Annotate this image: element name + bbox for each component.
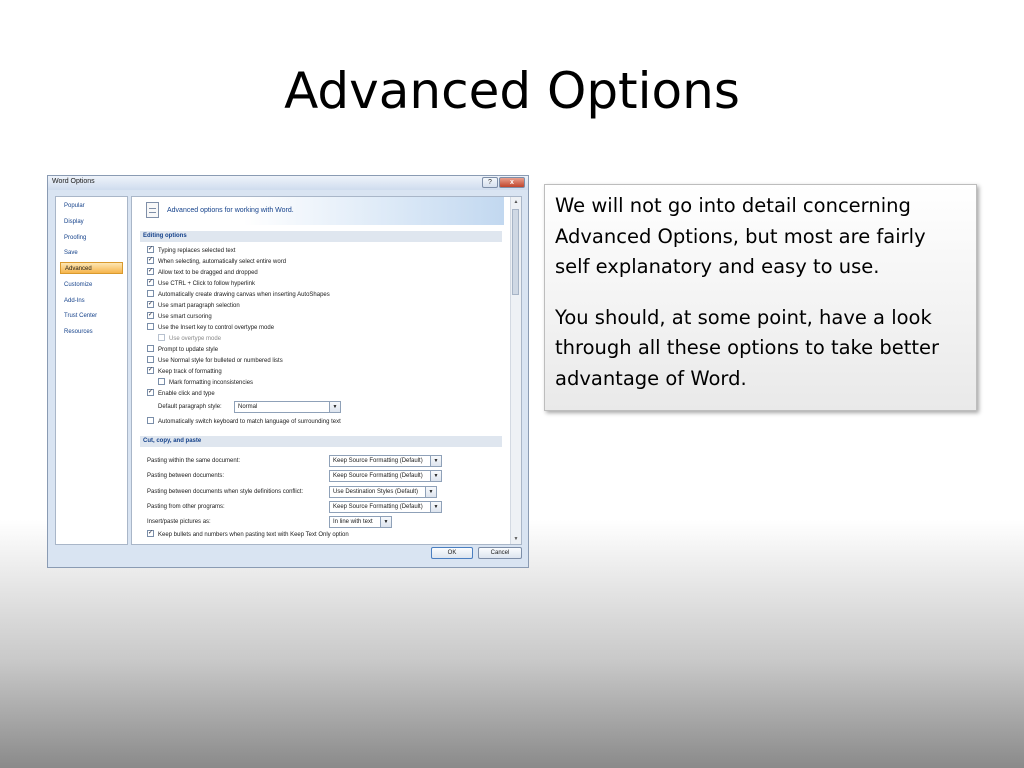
- checkbox-keep-bullets[interactable]: ✓: [148, 529, 154, 536]
- default-paragraph-style-value: Normal: [238, 404, 258, 410]
- checkbox-3[interactable]: ✓: [148, 278, 154, 285]
- option-3[interactable]: [147, 279, 255, 289]
- option-keep-bullets[interactable]: [147, 530, 349, 540]
- option-13[interactable]: [147, 389, 215, 399]
- option-6[interactable]: [147, 312, 212, 322]
- callout-paragraph-2: You should, at some point, have a look through all these options to take better advantage of Word.: [555, 305, 940, 390]
- scroll-thumb[interactable]: [512, 209, 519, 295]
- option-label-5: Use smart paragraph selection: [158, 303, 240, 309]
- paste-option-value-4: In line with text: [333, 519, 373, 525]
- checkbox-11[interactable]: ✓: [148, 366, 154, 373]
- explanation-callout: [544, 184, 977, 411]
- word-options-dialog: [47, 175, 529, 568]
- paste-option-value-0: Keep Source Formatting (Default): [333, 458, 423, 464]
- paste-option-label-2: Pasting between documents when style definitions conflict:: [147, 489, 304, 495]
- scroll-up-icon[interactable]: ▲: [513, 199, 519, 205]
- option-8[interactable]: [158, 334, 221, 344]
- option-label-0: Typing replaces selected text: [158, 248, 236, 254]
- help-button[interactable]: ?: [482, 177, 498, 188]
- option-label-2: Allow text to be dragged and dropped: [158, 270, 258, 276]
- callout-paragraph-1: We will not go into detail concerning Advanced Options, but most are fairly self explanatory and easy to use.: [555, 194, 926, 278]
- paste-option-label-1: Pasting between documents:: [147, 473, 225, 479]
- chevron-down-icon[interactable]: ▼: [329, 402, 340, 412]
- paste-option-select-2[interactable]: [329, 486, 437, 498]
- option-auto-switch-keyboard-label: Automatically switch keyboard to match language of surrounding text: [158, 419, 341, 425]
- chevron-down-icon[interactable]: ▼: [380, 517, 391, 527]
- option-label-1: When selecting, automatically select entire word: [158, 259, 287, 265]
- option-label-7: Use the Insert key to control overtype mode: [158, 325, 275, 331]
- default-paragraph-style-label: Default paragraph style:: [158, 404, 222, 410]
- option-7[interactable]: [147, 323, 274, 333]
- options-nav: [55, 196, 128, 545]
- paste-option-value-3: Keep Source Formatting (Default): [333, 504, 423, 510]
- option-label-13: Enable click and type: [158, 391, 215, 397]
- dialog-titlebar: [48, 176, 528, 190]
- option-12[interactable]: [158, 378, 253, 388]
- checkbox-4[interactable]: [147, 290, 154, 297]
- close-button[interactable]: x: [499, 177, 525, 188]
- paste-option-label-4: Insert/paste pictures as:: [147, 519, 211, 525]
- paste-option-label-3: Pasting from other programs:: [147, 504, 225, 510]
- scroll-down-icon[interactable]: ▼: [513, 536, 519, 542]
- slide-title: Advanced Options: [284, 62, 740, 120]
- paste-option-value-2: Use Destination Styles (Default): [333, 489, 419, 495]
- option-label-12: Mark formatting inconsistencies: [169, 380, 254, 386]
- checkbox-13[interactable]: ✓: [148, 388, 154, 395]
- nav-item-resources[interactable]: Resources: [64, 329, 93, 335]
- checkbox-7[interactable]: [147, 323, 154, 330]
- content-scrollbar[interactable]: [510, 197, 521, 544]
- chevron-down-icon[interactable]: ▼: [425, 487, 436, 497]
- chevron-down-icon[interactable]: ▼: [430, 456, 441, 466]
- option-label-3: Use CTRL + Click to follow hyperlink: [158, 281, 255, 287]
- option-2[interactable]: [147, 268, 258, 278]
- option-11[interactable]: [147, 367, 222, 377]
- paste-option-select-3[interactable]: [329, 501, 442, 513]
- option-10[interactable]: [147, 356, 283, 366]
- checkbox-10[interactable]: [147, 356, 154, 363]
- checkbox-2[interactable]: ✓: [148, 267, 154, 274]
- nav-item-save[interactable]: Save: [64, 250, 78, 256]
- checkbox-5[interactable]: ✓: [148, 300, 154, 307]
- option-1[interactable]: [147, 257, 286, 267]
- checkbox-6[interactable]: ✓: [148, 311, 154, 318]
- checkbox-12[interactable]: [158, 378, 165, 385]
- option-auto-switch-keyboard[interactable]: [147, 417, 341, 427]
- nav-item-popular[interactable]: Popular: [64, 203, 85, 209]
- default-paragraph-style-select[interactable]: [234, 401, 341, 413]
- chevron-down-icon[interactable]: ▼: [430, 502, 441, 512]
- paste-option-select-1[interactable]: [329, 470, 442, 482]
- checkbox-9[interactable]: [147, 345, 154, 352]
- checkbox-auto-switch-keyboard[interactable]: [147, 417, 154, 424]
- content-header: [132, 197, 504, 225]
- nav-item-proofing[interactable]: Proofing: [64, 235, 87, 241]
- option-9[interactable]: [147, 345, 218, 355]
- dialog-title: Word Options: [52, 178, 95, 185]
- cancel-button[interactable]: Cancel: [478, 547, 522, 559]
- option-4[interactable]: [147, 290, 330, 300]
- content-header-text: Advanced options for working with Word.: [167, 207, 294, 214]
- option-label-4: Automatically create drawing canvas when inserting AutoShapes: [158, 292, 330, 298]
- section-cut-copy-paste: Cut, copy, and paste: [140, 436, 502, 447]
- options-content: [131, 196, 522, 545]
- paste-option-select-0[interactable]: [329, 455, 442, 467]
- ok-button[interactable]: OK: [431, 547, 473, 559]
- checkbox-8[interactable]: [158, 334, 165, 341]
- option-label-11: Keep track of formatting: [158, 369, 222, 375]
- nav-item-customize[interactable]: Customize: [64, 282, 93, 288]
- nav-item-add-ins[interactable]: Add-Ins: [64, 298, 85, 304]
- option-keep-bullets-label: Keep bullets and numbers when pasting text with Keep Text Only option: [158, 532, 349, 538]
- nav-item-advanced[interactable]: Advanced: [60, 262, 123, 274]
- paste-option-label-0: Pasting within the same document:: [147, 458, 241, 464]
- section-editing-options: Editing options: [140, 231, 502, 242]
- option-label-8: Use overtype mode: [169, 336, 222, 342]
- option-label-9: Prompt to update style: [158, 347, 219, 353]
- checkbox-1[interactable]: ✓: [148, 256, 154, 263]
- option-0[interactable]: [147, 246, 235, 256]
- option-label-10: Use Normal style for bulleted or numbered lists: [158, 358, 283, 364]
- checkbox-0[interactable]: ✓: [148, 245, 154, 252]
- paste-option-select-4[interactable]: [329, 516, 392, 528]
- document-options-icon: [146, 202, 159, 218]
- chevron-down-icon[interactable]: ▼: [430, 471, 441, 481]
- nav-item-display[interactable]: Display: [64, 219, 84, 225]
- nav-item-trust-center[interactable]: Trust Center: [64, 313, 98, 319]
- option-label-6: Use smart cursoring: [158, 314, 212, 320]
- paste-option-value-1: Keep Source Formatting (Default): [333, 473, 423, 479]
- option-5[interactable]: [147, 301, 240, 311]
